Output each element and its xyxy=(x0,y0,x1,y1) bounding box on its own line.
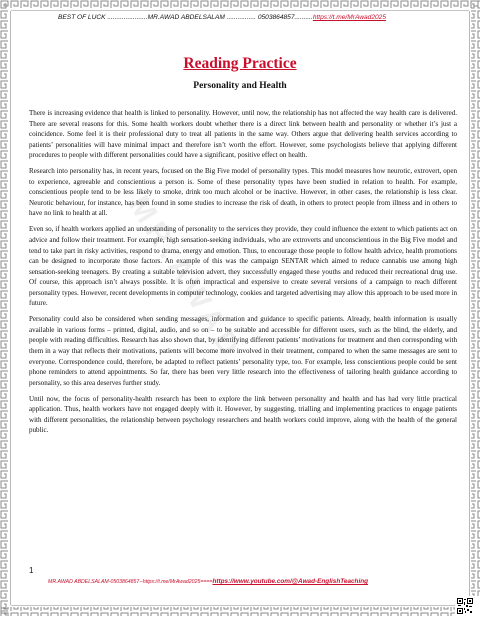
paragraph: Personality could also be considered when sending messages, information and guidance to specific patients. Already, health information is usually available in various forms – printed, digital, audio, and so on – to be suitable and accessible for different users, such as the blind, the elderly, and people with reading difficulties. Research has also shown that, by identifying different patients’ motivations for treatment and then corresponding with them in a way that reflects their motivations, patients will become more involved in their treatment, compared to when the same messages are sent to everyone. Correspondence could, therefore, be adapted to reflect patients’ personality type, too. For example, less conscientious people could be sent phone reminders to attend appointments. So far, there has been very little research into the effectiveness of tailoring health guidance according to personality, so this area deserves further study. xyxy=(29,315,457,387)
paragraph: There is increasing evidence that health is linked to personality. However, until now, the relationship has not affected the way health care is delivered. There are several reasons for this. Some health workers doubt whether there is a direct link between health and personality or whether it’s just a coincidence. Some feel it is their professional duty to treat all patients in the same way. Others argue that delivering health services according to patients’ personalities will have minimal impact and therefore isn’t worth the effort. However, some psychologists believe that applying different procedures to people with different personalities could have a significant, positive effect on health. xyxy=(29,109,457,160)
header-telegram-link[interactable]: https://t.me/MrAwad2025 xyxy=(312,14,386,21)
page-title: Reading Practice xyxy=(183,55,297,72)
qr-code-icon[interactable] xyxy=(457,598,473,614)
page-footer xyxy=(48,577,458,587)
paragraph: Until now, the focus of personality-health research has been to explore the link between personality and health and has had very little practical application. Thus, health workers have not engaged deeply with it. However, by suggesting, trialling and implementing practices to engage patients with different personalities, the relationship between psychology researchers and health workers could improve, along with the health of the general public. xyxy=(29,394,457,435)
paragraph: Even so, if health workers applied an understanding of personality to the services they provide, they could influence the extent to which patients act on advice and follow their treatment. For example, high sensation-seeking individuals, who are extroverts and unconscientious in the Big Five model and tend to take part in risky activities, respond to drama, energy and emotion. Thus, to encourage those people to follow health advice, health promotions can be designed to incorporate those factors. An example of this was the campaign SENTAR which aimed to reduce cannabis use among high sensation-seeking teenagers. By creating a suitable television advert, they successfully engaged these youths and reduced their recreational drug use. Of course, this approach isn’t always possible. It is often impractical and expensive to create several versions of a campaign to reach different personality types. However, recent developments in computer technology, cookies and targeted advertising may allow this approach to be used more in future. xyxy=(29,225,457,308)
paragraph: Research into personality has, in recent years, focused on the Big Five model of personality types. This model measures how neurotic, extrovert, open to experience, agreeable and conscientious a person is. Some of these personality types have been studied in relation to health. For example, conscientious people tend to be less likely to smoke, drink too much alcohol or be inactive. However, in other cases, the relationship is less clear. Neurotic behaviour, for instance, has been found in some studies to increase the risk of death, in others to protect people from illness and in others to have no link to health at all. xyxy=(29,167,457,218)
page-header xyxy=(58,13,438,23)
article-body xyxy=(29,108,457,441)
watermark: MR.AWAD xyxy=(122,190,250,367)
footer-youtube-link[interactable]: https://www.youtube.com/@Awad-EnglishTeaching xyxy=(212,578,369,585)
header-text: BEST OF LUCK ......................MR.AWAD ABDELSALAM ................ 0503864857.......... xyxy=(58,14,313,21)
page-number: 1 xyxy=(29,566,34,575)
footer-text: MR.AWAD ABDELSALAM-0503864857--https://t.me/MrAwad2025==== xyxy=(48,579,213,585)
page-subtitle: Personality and Health xyxy=(193,81,287,91)
